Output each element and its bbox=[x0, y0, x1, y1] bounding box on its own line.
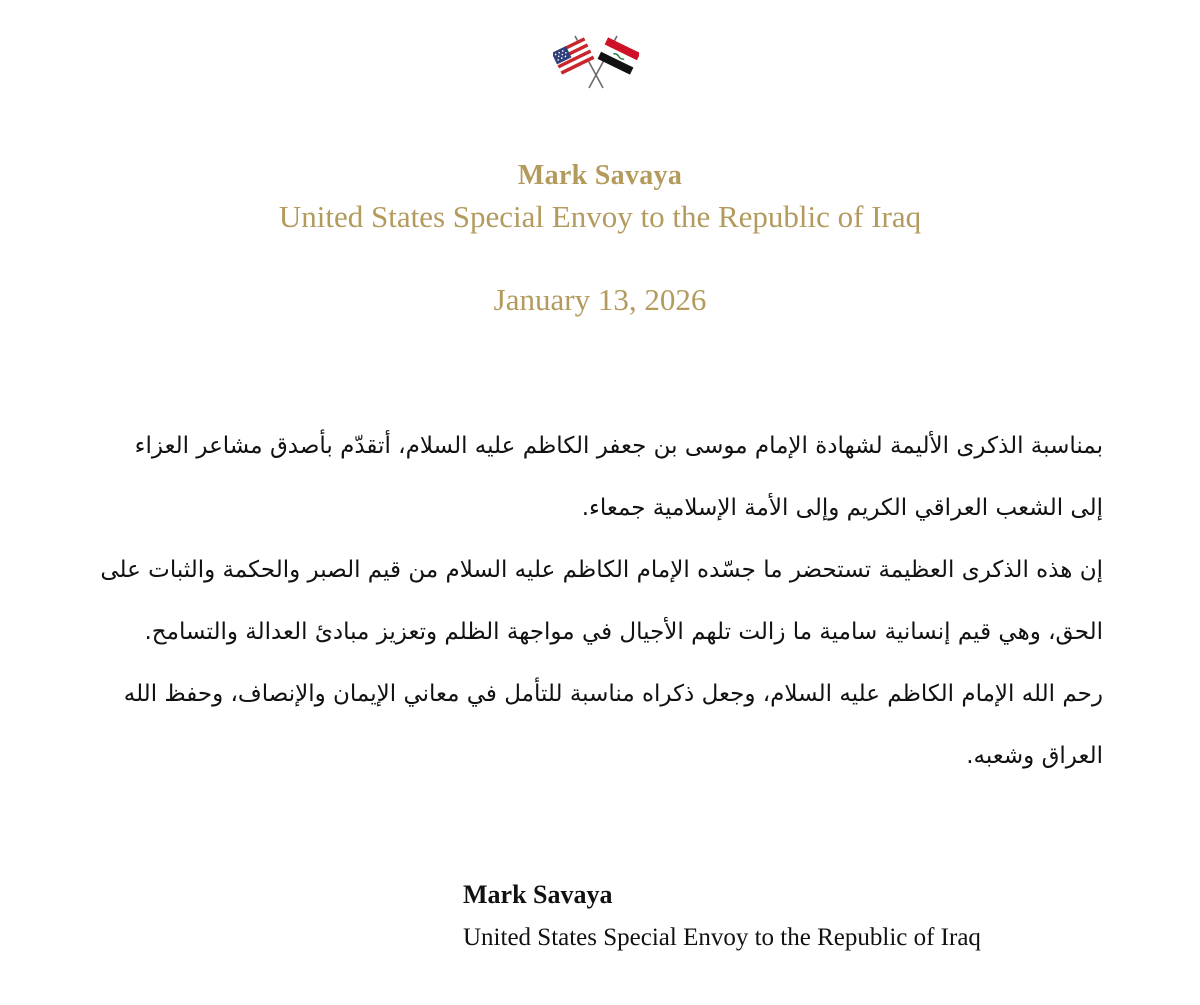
paragraph-prayer: رحم الله الإمام الكاظم عليه السلام، وجعل ذكراه مناسبة للتأمل في معاني الإيمان والإنصاف، وحفظ الله العراق وشعبه. bbox=[123, 681, 1103, 769]
paragraph-values: إن هذه الذكرى العظيمة تستحضر ما جسّده الإمام الكاظم عليه السلام من قيم الصبر والحكمة والثبات على الحق، وهي قيم إنسانية سامية ما زالت تلهم الأجيال في مواجهة الظلم وتعزيز مبادئ العدالة والتسامح. bbox=[100, 557, 1103, 645]
statement-date: January 13, 2026 bbox=[493, 282, 707, 317]
crossed-flags-icon bbox=[553, 30, 639, 90]
header-name: Mark Savaya bbox=[517, 160, 683, 191]
signature-title: United States Special Envoy to the Republic of Iraq bbox=[463, 924, 981, 951]
header-title: United States Special Envoy to the Republic of Iraq bbox=[278, 199, 922, 234]
paragraph-condolence: بمناسبة الذكرى الأليمة لشهادة الإمام موسى بن جعفر الكاظم عليه السلام، أتقدّم بأصدق مشاعر العزاء إلى الشعب العراقي الكريم وإلى الأمة الإسلامية جمعاء. bbox=[134, 433, 1103, 521]
signature-name: Mark Savaya bbox=[463, 880, 613, 909]
statement-body bbox=[95, 415, 1103, 787]
